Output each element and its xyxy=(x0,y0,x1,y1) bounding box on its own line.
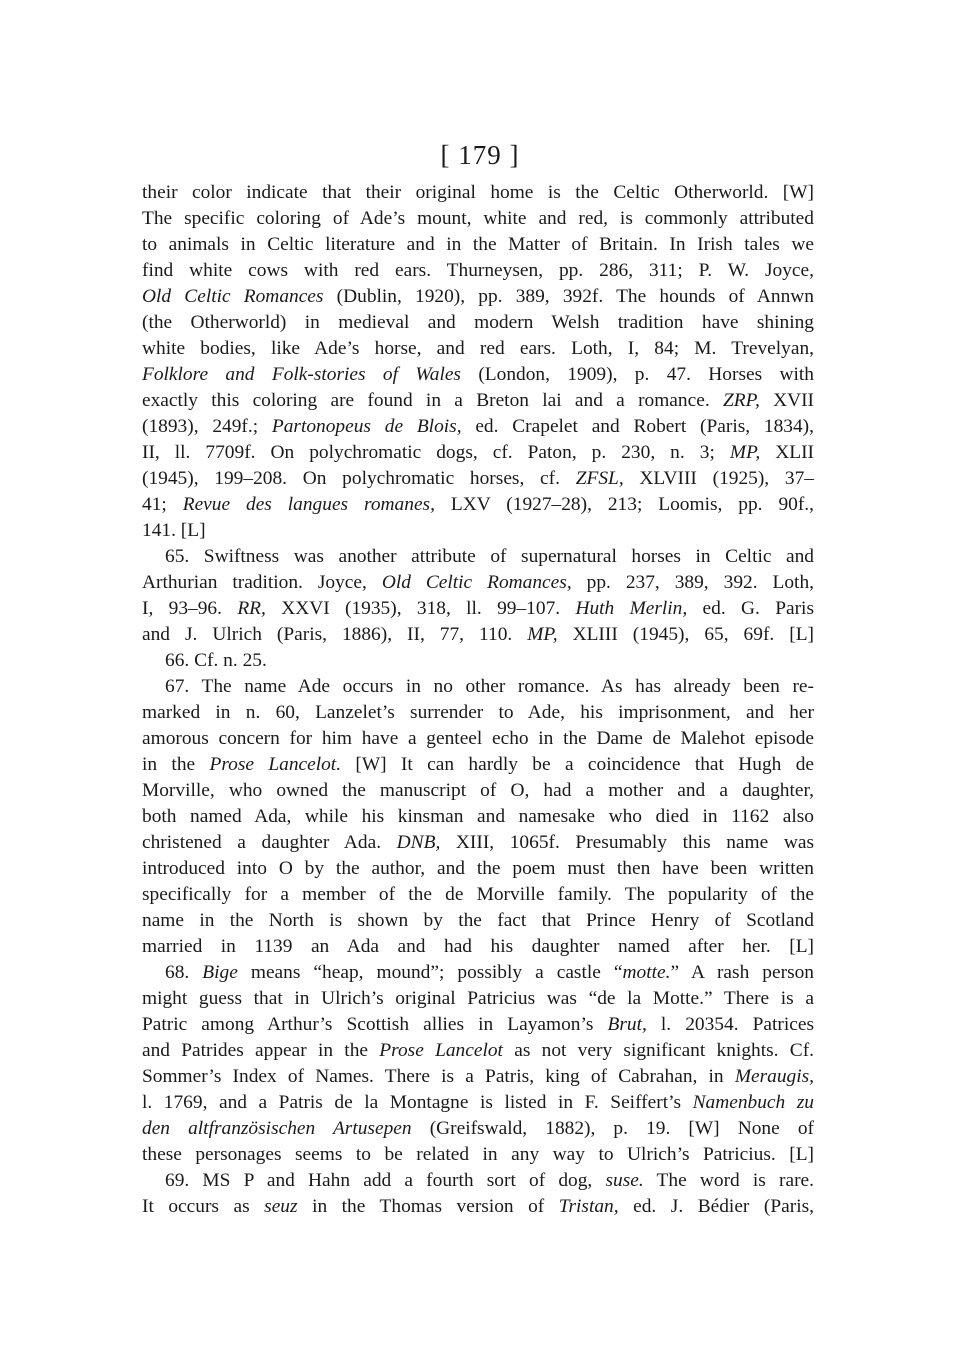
text-line: Folklore and Folk-stories of Wales (London, 1909), p. 47. Horses with xyxy=(142,364,814,385)
text-line: (1893), 249f.; Partonopeus de Blois, ed. Crapelet and Robert (Paris, 1834), xyxy=(142,416,814,437)
text-line: Sommer’s Index of Names. There is a Patris, king of Cabrahan, in Meraugis, xyxy=(142,1066,814,1087)
text-line: den altfranzösischen Artusepen (Greifswald, 1882), p. 19. [W] None of xyxy=(142,1118,814,1139)
text-line: in the Prose Lancelot. [W] It can hardly be a coincidence that Hugh de xyxy=(142,754,814,775)
text-line: and Patrides appear in the Prose Lancelot as not very significant knights. Cf. xyxy=(142,1040,814,1061)
text-line: find white cows with red ears. Thurneysen, pp. 286, 311; P. W. Joyce, xyxy=(142,260,814,281)
text-line: II, ll. 7709f. On polychromatic dogs, cf. Paton, p. 230, n. 3; MP, XLII xyxy=(142,442,814,463)
text-line: (1945), 199–208. On polychromatic horses, cf. ZFSL, XLVIII (1925), 37– xyxy=(142,468,814,489)
text-line: It occurs as seuz in the Thomas version of Tristan, ed. J. Bédier (Paris, xyxy=(142,1196,814,1217)
text-line: 66. Cf. n. 25. xyxy=(165,650,267,671)
text-line: I, 93–96. RR, XXVI (1935), 318, ll. 99–107. Huth Merlin, ed. G. Paris xyxy=(142,598,814,619)
text-line: exactly this coloring are found in a Breton lai and a romance. ZRP, XVII xyxy=(142,390,814,411)
text-line: Morville, who owned the manuscript of O, had a mother and a daughter, xyxy=(142,780,814,801)
text-line: name in the North is shown by the fact that Prince Henry of Scotland xyxy=(142,910,814,931)
text-line: (the Otherworld) in medieval and modern Welsh tradition have shining xyxy=(142,312,814,333)
text-line: to animals in Celtic literature and in the Matter of Britain. In Irish tales we xyxy=(142,234,814,255)
text-line: 67. The name Ade occurs in no other romance. As has already been re- xyxy=(165,676,814,697)
text-line: white bodies, like Ade’s horse, and red ears. Loth, I, 84; M. Trevelyan, xyxy=(142,338,814,359)
text-line: specifically for a member of the de Morville family. The popularity of the xyxy=(142,884,814,905)
text-line: 69. MS P and Hahn add a fourth sort of dog, suse. The word is rare. xyxy=(165,1170,814,1191)
text-line: 65. Swiftness was another attribute of supernatural horses in Celtic and xyxy=(165,546,814,567)
text-line: 68. Bige means “heap, mound”; possibly a castle “motte.” A rash person xyxy=(165,962,815,983)
text-line: their color indicate that their original home is the Celtic Otherworld. [W] xyxy=(142,182,814,203)
text-line: amorous concern for him have a genteel echo in the Dame de Malehot episode xyxy=(142,728,814,749)
text-line: Old Celtic Romances (Dublin, 1920), pp. 389, 392f. The hounds of Annwn xyxy=(142,286,814,307)
text-line: l. 1769, and a Patris de la Montagne is listed in F. Seiffert’s Namenbuch zu xyxy=(142,1092,814,1113)
text-line: these personages seems to be related in any way to Ulrich’s Patricius. [L] xyxy=(142,1144,814,1165)
page-number: [ 179 ] xyxy=(440,140,520,170)
text-line: 41; Revue des langues romanes, LXV (1927–28), 213; Loomis, pp. 90f., xyxy=(142,494,814,515)
text-line: Patric among Arthur’s Scottish allies in Layamon’s Brut, l. 20354. Patrices xyxy=(142,1014,815,1035)
text-line: christened a daughter Ada. DNB, XIII, 1065f. Presumably this name was xyxy=(142,832,814,853)
text-line: and J. Ulrich (Paris, 1886), II, 77, 110. MP, XLIII (1945), 65, 69f. [L] xyxy=(142,624,814,645)
text-line: might guess that in Ulrich’s original Patricius was “de la Motte.” There is a xyxy=(142,988,814,1009)
text-line: 141. [L] xyxy=(142,520,206,541)
text-line: Arthurian tradition. Joyce, Old Celtic Romances, pp. 237, 389, 392. Loth, xyxy=(142,572,814,593)
text-line: both named Ada, while his kinsman and namesake who died in 1162 also xyxy=(142,806,814,827)
text-line: married in 1139 an Ada and had his daughter named after her. [L] xyxy=(142,936,814,957)
text-line: marked in n. 60, Lanzelet’s surrender to Ade, his imprisonment, and her xyxy=(142,702,814,723)
text-line: The specific coloring of Ade’s mount, white and red, is commonly attributed xyxy=(142,208,814,229)
footnote-text-block xyxy=(142,180,814,1220)
text-line: introduced into O by the author, and the poem must then have been written xyxy=(142,858,814,879)
